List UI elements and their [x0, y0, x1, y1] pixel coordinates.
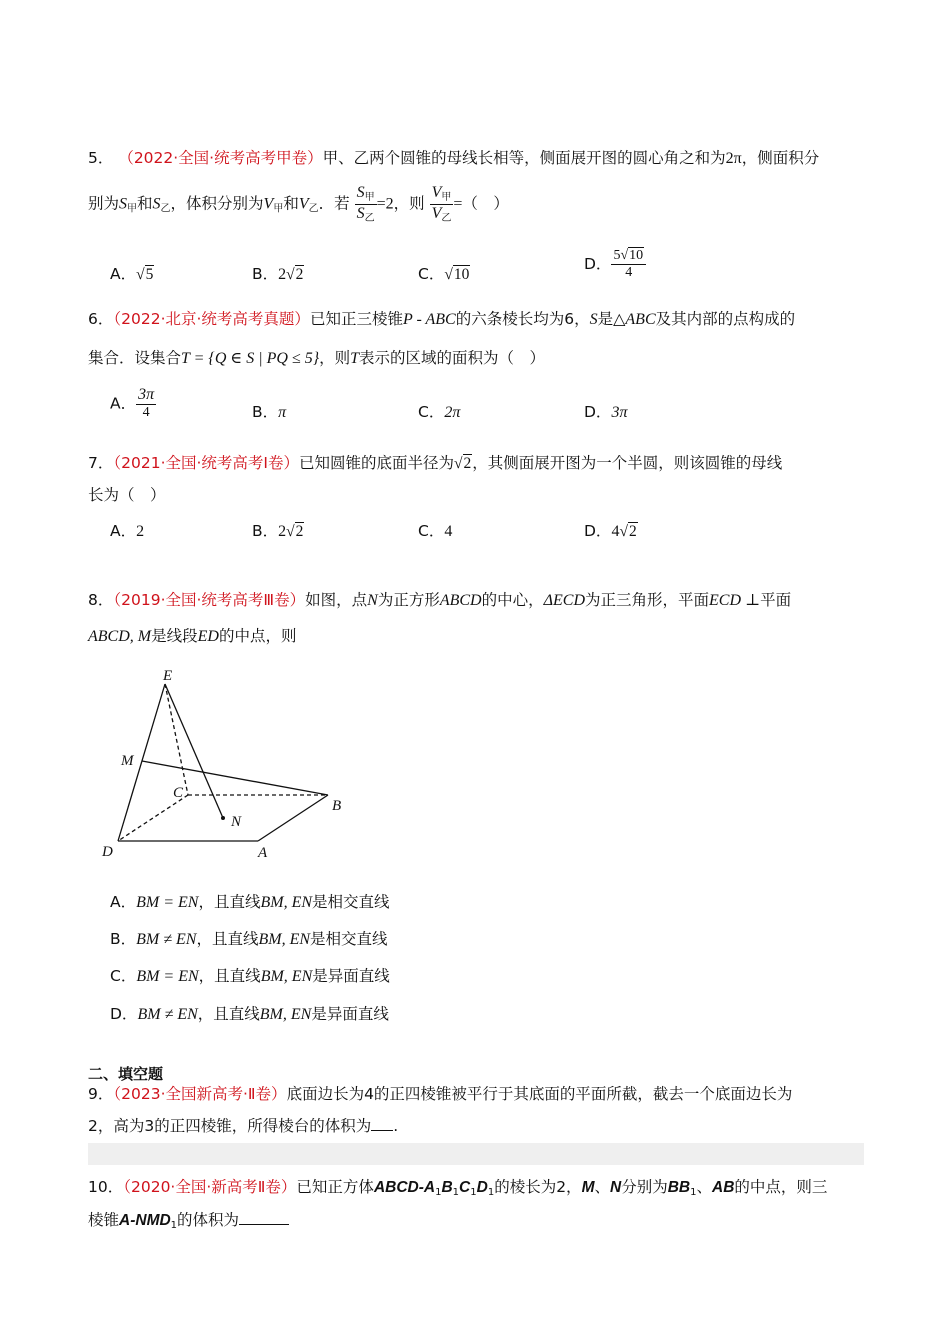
q8-option-a[interactable]: A．BM = EN，且直线BM, EN是相交直线	[110, 893, 390, 911]
q5-ratio-s: $\frac{S_甲}{S_乙}$	[356, 184, 375, 224]
label-B: B	[332, 798, 342, 814]
q8-line2: ABCD, M是线段ED的中点，则	[88, 627, 297, 645]
label-C: C	[173, 785, 184, 801]
q7-option-c[interactable]: C．4	[418, 522, 453, 540]
label-A: A	[258, 845, 268, 861]
label-E: E	[163, 668, 173, 684]
q5-option-c[interactable]: C．√10	[418, 265, 470, 283]
q5-option-a[interactable]: A．√5	[110, 265, 154, 283]
q8-option-d[interactable]: D．BM ≠ EN，且直线BM, EN是异面直线	[110, 1005, 389, 1023]
q5-line2: 别为$S_甲$和$S_乙$，体积分别为$V_甲$和$V_乙$．若 $\frac{S_甲}{S_乙}$ =2，则 $\frac{V_甲}{V_乙}$ =（ ）	[88, 184, 509, 224]
q8-line1: 8．（2019·全国·统考高考Ⅲ卷）如图，点N为正方形ABCD的中心，ΔECD为正三角形，平面ECD ⊥平面	[88, 591, 792, 609]
q9-answer-blank[interactable]	[371, 1130, 393, 1131]
q10-line2: 棱锥A-NMD1的体积为	[88, 1208, 289, 1231]
edge-CD	[118, 795, 188, 841]
q6-source: （2022·北京·统考高考真题）	[113, 310, 310, 328]
q6-line1: 6．（2022·北京·统考高考真题）已知正三棱锥P - ABC的六条棱长均为6，S是△ABC及其内部的点构成的	[88, 310, 796, 328]
edge-EC	[165, 684, 188, 795]
pyramid-figure	[95, 660, 365, 865]
q9-source: （2023·全国新高考·Ⅱ卷）	[113, 1085, 287, 1103]
q8-option-b[interactable]: B．BM ≠ EN，且直线BM, EN是相交直线	[110, 930, 388, 948]
q5-source: （2022·全国·统考高考甲卷）	[118, 149, 323, 167]
label-D: D	[102, 844, 113, 860]
q9-line2: 2，高为3的正四棱锥，所得棱台的体积为 .	[88, 1117, 399, 1135]
q6-option-a[interactable]: A． $\frac{3\pi}{4}$	[110, 386, 155, 421]
label-M: M	[121, 753, 134, 769]
q7-source: （2021·全国·统考高考Ⅰ卷）	[113, 454, 299, 472]
edge-AB	[258, 795, 328, 841]
q5-option-b[interactable]: B．2√2	[252, 265, 304, 283]
q5-ratio-v: $\frac{V_甲}{V_乙}$	[431, 184, 452, 224]
edge-MB	[142, 761, 328, 795]
label-N: N	[231, 814, 242, 830]
section-fill-in: 二、填空题	[88, 1065, 164, 1083]
q7-line2: 长为（ ）	[88, 486, 166, 504]
q6-option-d[interactable]: D．3π	[584, 403, 628, 421]
q7-option-a[interactable]: A．2	[110, 522, 145, 540]
q9-answer-area[interactable]	[88, 1143, 864, 1165]
q5-line1: 5． （2022·全国·统考高考甲卷）甲、乙两个圆锥的母线长相等，侧面展开图的圆心角之和为2π，侧面积分	[88, 149, 820, 167]
q7-option-d[interactable]: D．4√2	[584, 522, 637, 540]
q10-source: （2020·全国·新高考Ⅱ卷）	[123, 1178, 297, 1196]
q8-option-c[interactable]: C．BM = EN，且直线BM, EN是异面直线	[110, 967, 390, 985]
q7-line1: 7．（2021·全国·统考高考Ⅰ卷）已知圆锥的底面半径为√2，其侧面展开图为一个半圆，则该圆锥的母线	[88, 454, 783, 472]
q10-line1: 10．（2020·全国·新高考Ⅱ卷）已知正方体ABCD-A1B1C1D1的棱长为2，M、N分别为BB1、AB的中点，则三	[88, 1178, 828, 1198]
q10-answer-blank[interactable]	[239, 1224, 289, 1225]
point-N	[221, 816, 225, 820]
q6-line2: 集合．设集合T = {Q ∈ S | PQ ≤ 5}，则T表示的区域的面积为（ ）	[88, 349, 546, 367]
q6-option-b[interactable]: B．π	[252, 403, 287, 421]
q9-line1: 9．（2023·全国新高考·Ⅱ卷）底面边长为4的正四棱锥被平行于其底面的平面所截，截去一个底面边长为	[88, 1085, 793, 1103]
q7-option-b[interactable]: B．2√2	[252, 522, 304, 540]
q8-source: （2019·全国·统考高考Ⅲ卷）	[113, 591, 306, 609]
q5-option-d[interactable]: D． $\frac{5√10}{4}$	[584, 248, 646, 281]
q6-option-c[interactable]: C．2π	[418, 403, 461, 421]
